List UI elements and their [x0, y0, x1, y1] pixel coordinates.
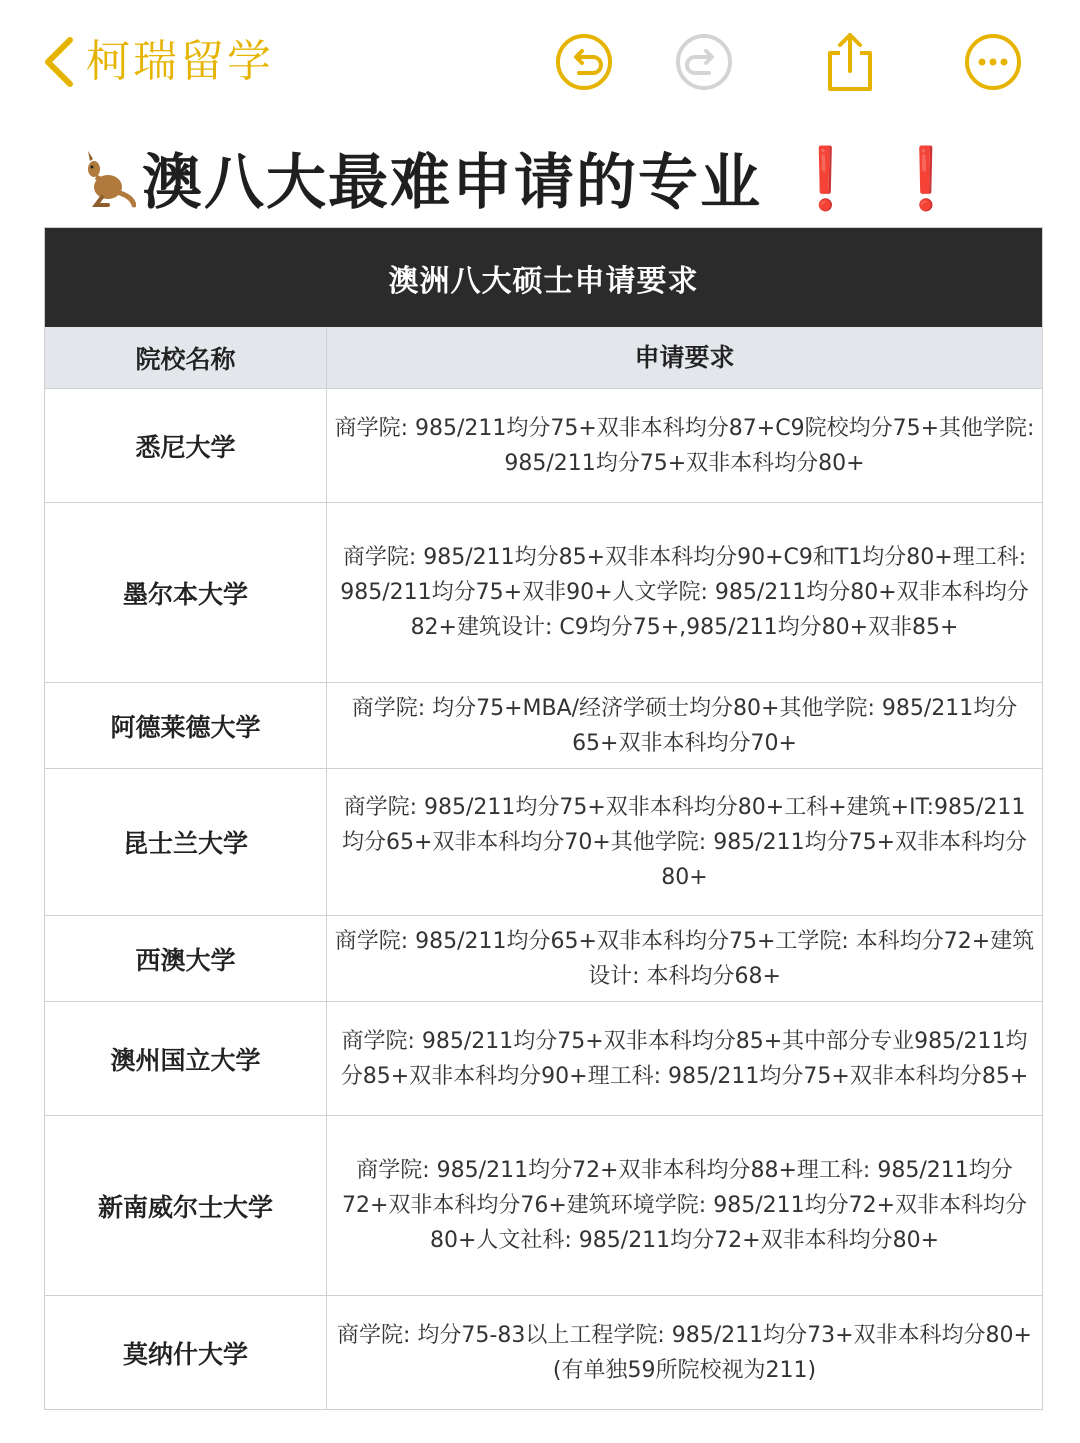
table-row — [45, 682, 1042, 768]
school-requirement: 商学院: 均分75-83以上工程学院: 985/211均分73+双非本科均分80+(有单独59所院校视为211) — [337, 1322, 1032, 1383]
redo-icon — [675, 33, 733, 91]
school-requirement: 商学院: 985/211均分72+双非本科均分88+理工科: 985/211均分72+双非本科均分76+建筑环境学院: 985/211均分72+双非本科均分80+人文社科: 985/211均分72+双非本科均分80+ — [341, 1158, 1028, 1253]
top-toolbar — [0, 0, 1080, 124]
school-name: 莫纳什大学 — [45, 1296, 327, 1409]
table-row — [45, 388, 1042, 502]
chevron-left-icon — [38, 36, 78, 88]
school-name: 墨尔本大学 — [45, 503, 327, 682]
school-requirement: 商学院: 985/211均分75+双非本科均分87+C9院校均分75+其他学院: 985/211均分75+双非本科均分80+ — [334, 415, 1035, 476]
share-button[interactable] — [820, 32, 880, 92]
table-row — [45, 768, 1042, 915]
exclamation-mark: ❗ — [888, 143, 964, 214]
app-title: 柯瑞留学 — [86, 36, 274, 87]
table-row — [45, 1295, 1042, 1409]
school-requirement: 商学院: 985/211均分85+双非本科均分90+C9和T1均分80+理工科: 985/211均分75+双非90+人文学院: 985/211均分80+双非本科均分82+建筑设计: C9均分75+,985/211均分80+双非85+ — [340, 545, 1029, 640]
school-requirement: 商学院: 985/211均分75+双非本科均分85+其中部分专业985/211均分85+双非本科均分90+理工科: 985/211均分75+双非本科均分85+ — [340, 1028, 1029, 1089]
share-icon — [822, 31, 878, 93]
redo-button[interactable] — [674, 32, 734, 92]
more-button[interactable] — [963, 32, 1023, 92]
table-row — [45, 502, 1042, 682]
header-school: 院校名称 — [45, 327, 327, 388]
school-name: 新南威尔士大学 — [45, 1116, 327, 1295]
kangaroo-icon — [74, 147, 136, 209]
school-requirement: 商学院: 均分75+MBA/经济学硕士均分80+其他学院: 985/211均分65+双非本科均分70+ — [351, 695, 1018, 756]
more-icon — [964, 33, 1022, 91]
note-title: 澳八大最难申请的专业 — [142, 148, 762, 218]
table-title: 澳洲八大硕士申请要求 — [45, 228, 1042, 327]
undo-icon — [555, 33, 613, 91]
school-name: 昆士兰大学 — [45, 769, 327, 915]
school-name: 澳州国立大学 — [45, 1002, 327, 1115]
undo-button[interactable] — [554, 32, 614, 92]
school-requirement: 商学院: 985/211均分75+双非本科均分80+工科+建筑+IT:985/211均分65+双非本科均分70+其他学院: 985/211均分75+双非本科均分80+ — [341, 794, 1028, 890]
header-requirements: 申请要求 — [634, 343, 735, 372]
school-name: 悉尼大学 — [45, 389, 327, 502]
table-row — [45, 1001, 1042, 1115]
table-row — [45, 1115, 1042, 1295]
exclamation-mark: ❗ — [788, 143, 863, 214]
back-button[interactable] — [28, 32, 88, 92]
table-header-row — [45, 327, 1042, 388]
table-row — [45, 915, 1042, 1001]
school-requirement: 商学院: 985/211均分65+双非本科均分75+工学院: 本科均分72+建筑设计: 本科均分68+ — [334, 928, 1035, 989]
school-name: 西澳大学 — [45, 916, 327, 1001]
school-name: 阿德莱德大学 — [45, 683, 327, 768]
note-heading — [74, 138, 963, 218]
requirements-table — [44, 227, 1043, 1410]
